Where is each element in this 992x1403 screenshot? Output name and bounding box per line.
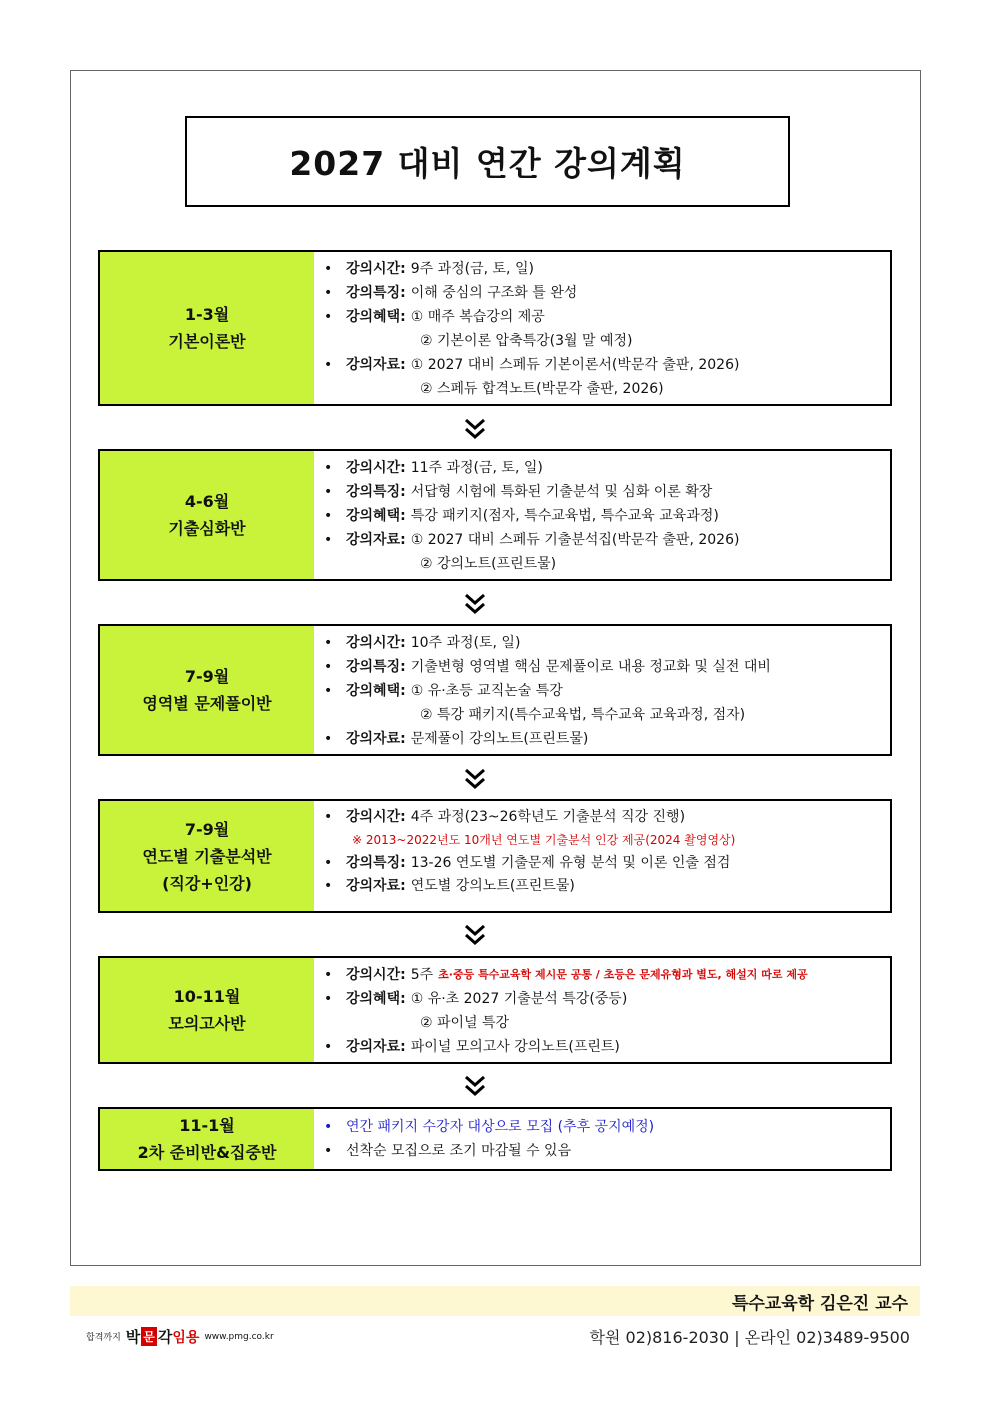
section-details	[314, 958, 812, 1062]
detail-line: ② 강의노트(프린트물)	[420, 556, 557, 572]
section-mock-exam	[98, 956, 892, 1064]
section-label	[100, 451, 314, 579]
section-basic-theory	[98, 250, 892, 406]
detail-line: • 강의특징: 이해 중심의 구조화 틀 완성	[324, 285, 578, 301]
detail-line: • 강의혜택: ① 매주 복습강의 제공	[324, 309, 545, 325]
detail-line: • 연간 패키지 수강자 대상으로 모집 (추후 공지예정)	[324, 1119, 655, 1135]
section-name: 기본이론반	[168, 332, 246, 351]
contact-info: 학원 02)816-2030 | 온라인 02)3489-9500	[589, 1328, 910, 1347]
section-name: 모의고사반	[168, 1014, 246, 1033]
detail-line: ② 스페듀 합격노트(박문각 출판, 2026)	[420, 381, 664, 397]
detail-line: • 강의혜택: 특강 패키지(점자, 특수교육법, 특수교육 교육과정)	[324, 508, 719, 524]
footer-bar	[70, 1286, 920, 1316]
pmg-logo: 합격까지 박 문 각 임용 www.pmg.co.kr	[86, 1328, 274, 1346]
section-period: 10-11월	[173, 987, 241, 1006]
detail-line: • 강의시간: 5주 초·중등 특수교육학 제시문 공통 / 초등은 문제유형과 별도, 해설지 따로 제공	[324, 963, 808, 987]
section-period: 7-9월	[184, 667, 230, 686]
detail-line: • 강의자료: 연도별 강의노트(프린트물)	[324, 878, 575, 894]
chevron-down-icon	[463, 1075, 487, 1097]
section-details	[314, 801, 743, 911]
detail-line: • 강의시간: 4주 과정(23~26학년도 기출분석 직강 진행)	[324, 809, 686, 825]
detail-line: ② 기본이론 압축특강(3월 말 예정)	[420, 333, 633, 349]
section-subname: (직강+인강)	[162, 873, 252, 893]
detail-line: ② 특강 패키지(특수교육법, 특수교육 교육과정, 점자)	[420, 707, 746, 723]
chevron-down-icon	[463, 593, 487, 615]
section-label	[100, 958, 314, 1062]
chevron-down-icon	[463, 768, 487, 790]
chevron-down-icon	[463, 418, 487, 440]
section-past-exam-advanced	[98, 449, 892, 581]
detail-line: • 강의시간: 11주 과정(금, 토, 일)	[324, 460, 543, 476]
detail-line: • 강의특징: 13-26 연도별 기출문제 유형 분석 및 이론 인출 점검	[324, 855, 731, 871]
section-label	[100, 1109, 314, 1169]
section-second-round	[98, 1107, 892, 1171]
detail-line: • 강의혜택: ① 유·초 2027 기출분석 특강(중등)	[324, 991, 628, 1007]
section-label	[100, 626, 314, 754]
section-details	[314, 252, 747, 404]
detail-line: • 강의시간: 9주 과정(금, 토, 일)	[324, 261, 534, 277]
detail-line: • 강의자료: 파이널 모의고사 강의노트(프린트)	[324, 1039, 620, 1055]
section-name: 기출심화반	[168, 519, 246, 538]
page-title: 2027 대비 연간 강의계획	[289, 144, 686, 183]
section-name: 연도별 기출분석반	[142, 846, 272, 866]
detail-line: • 강의혜택: ① 유·초등 교직논술 특강	[324, 683, 563, 699]
detail-line: • 강의특징: 서답형 시험에 특화된 기출분석 및 심화 이론 확장	[324, 484, 713, 500]
section-details	[314, 451, 747, 579]
section-label	[100, 252, 314, 404]
chevron-down-icon	[463, 924, 487, 946]
section-details	[314, 1109, 662, 1169]
detail-line: • 강의자료: 문제풀이 강의노트(프린트물)	[324, 731, 589, 747]
detail-line: • 강의자료: ① 2027 대비 스페듀 기본이론서(박문각 출판, 2026)	[324, 357, 740, 373]
section-yearly-analysis	[98, 799, 892, 913]
section-details	[314, 626, 779, 754]
detail-line: • 강의시간: 10주 과정(토, 일)	[324, 635, 521, 651]
professor-name: 특수교육학 김은진 교수	[731, 1293, 908, 1314]
detail-line: • 강의자료: ① 2027 대비 스페듀 기출분석집(박문각 출판, 2026)	[324, 532, 740, 548]
title-box	[185, 116, 790, 207]
section-period: 4-6월	[184, 492, 230, 511]
note-red: ※ 2013~2022년도 10개년 연도별 기출분석 인강 제공(2024 촬영영상)	[352, 833, 736, 847]
section-name: 영역별 문제풀이반	[142, 694, 272, 713]
section-period: 11-1월	[179, 1116, 235, 1135]
section-name: 2차 준비반&집중반	[137, 1143, 277, 1162]
section-period: 7-9월	[184, 819, 230, 839]
detail-line: ② 파이널 특강	[420, 1015, 510, 1031]
section-problem-solving	[98, 624, 892, 756]
note-red: 초·중등 특수교육학 제시문 공통 / 초등은 문제유형과 별도, 해설지 따로 제공	[438, 968, 808, 981]
section-label	[100, 801, 314, 911]
detail-line: • 강의특징: 기출변형 영역별 핵심 문제풀이로 내용 정교화 및 실전 대비	[324, 659, 771, 675]
section-period: 1-3월	[184, 305, 230, 324]
detail-line: • 선착순 모집으로 조기 마감될 수 있음	[324, 1143, 572, 1159]
